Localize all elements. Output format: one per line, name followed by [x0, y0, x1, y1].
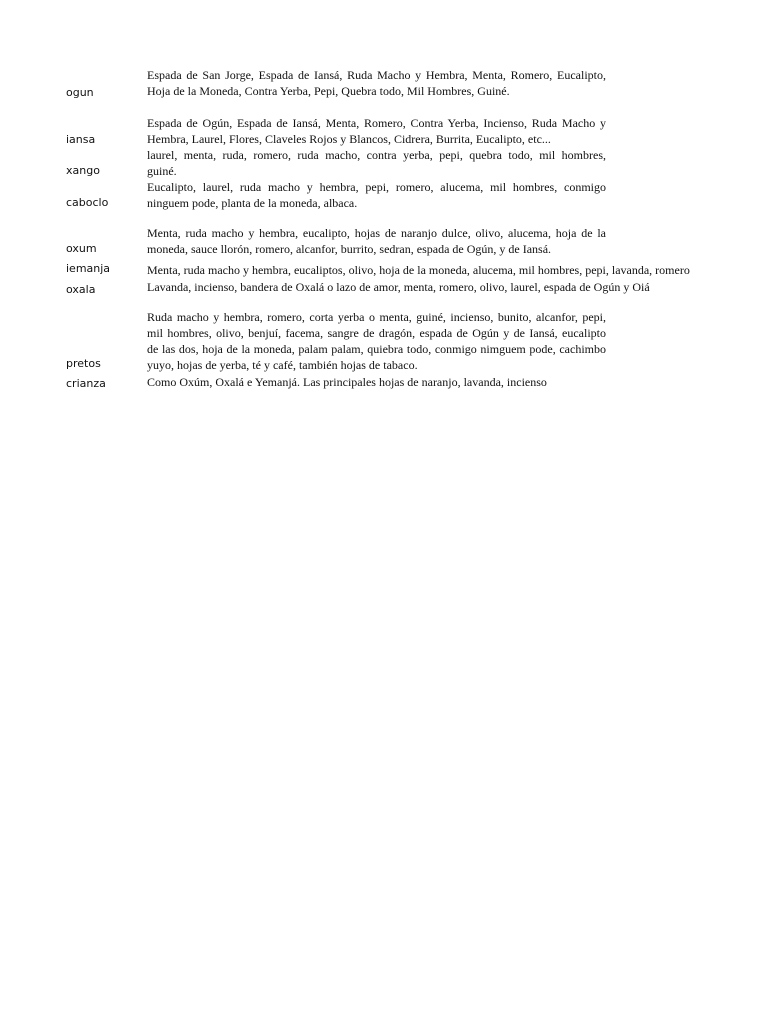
text-line: de las dos, hoja de la moneda, palam palam, quiebra todo, conmigo nimguem pode, cachimbo: [147, 342, 606, 356]
text-ogun: [147, 67, 606, 99]
text-line: guiné.: [147, 164, 177, 178]
label-iemanja: iemanja: [66, 262, 111, 275]
text-caboclo: [147, 179, 606, 211]
text-oxala: [147, 279, 747, 295]
text-line: Menta, ruda macho y hembra, eucalipto, hojas de naranjo dulce, olivo, alucema, hoja de la: [147, 226, 606, 240]
label-oxala: oxala: [66, 283, 96, 296]
label-xango: xango: [66, 164, 100, 177]
text-line: Eucalipto, laurel, ruda macho y hembra, pepi, romero, alucema, mil hombres, conmigo: [147, 180, 606, 194]
text-line: moneda, sauce llorón, romero, alcanfor, burrito, sedran, espada de Ogún, y de Iansá.: [147, 242, 552, 256]
text-line: Espada de Ogún, Espada de Iansá, Menta, Romero, Contra Yerba, Incienso, Ruda Macho y: [147, 116, 606, 130]
text-oxum: [147, 225, 606, 257]
label-crianza: crianza: [66, 377, 106, 390]
text-line: Lavanda, incienso, bandera de Oxalá o lazo de amor, menta, romero, olivo, laurel, espada de Ogún y Oiá: [147, 280, 650, 294]
text-line: ninguem pode, planta de la moneda, albaca.: [147, 196, 358, 210]
text-line: Como Oxúm, Oxalá e Yemanjá. Las principales hojas de naranjo, lavanda, incienso: [147, 375, 547, 389]
label-caboclo: caboclo: [66, 196, 109, 209]
text-line: Espada de San Jorge, Espada de Iansá, Ruda Macho y Hembra, Menta, Romero, Eucalipto,: [147, 68, 606, 82]
text-crianza: [147, 374, 606, 390]
text-line: Menta, ruda macho y hembra, eucaliptos, olivo, hoja de la moneda, alucema, mil hombres, pepi, lavanda, romero: [147, 263, 690, 277]
text-line: Hembra, Laurel, Flores, Claveles Rojos y Blancos, Cidrera, Burrita, Eucalipto, etc...: [147, 132, 551, 146]
text-line: mil hombres, olivo, benjuí, facema, sangre de dragón, espada de Ogún y de Iansá, eucalipto: [147, 326, 606, 340]
text-line: Hoja de la Moneda, Contra Yerba, Pepi, Quebra todo, Mil Hombres, Guiné.: [147, 84, 510, 98]
text-iansa: [147, 115, 606, 147]
label-ogun: ogun: [66, 86, 94, 99]
label-pretos: pretos: [66, 357, 101, 370]
label-oxum: oxum: [66, 242, 97, 255]
label-iansa: iansa: [66, 133, 96, 146]
text-line: yuyo, hojas de yerba, té y café, también hojas de tabaco.: [147, 358, 418, 372]
text-iemanja: [147, 262, 690, 278]
text-xango: [147, 147, 606, 179]
text-pretos: [147, 309, 606, 373]
text-line: Ruda macho y hembra, romero, corta yerba o menta, guiné, incienso, bunito, alcanfor, pepi,: [147, 310, 606, 324]
text-line: laurel, menta, ruda, romero, ruda macho, contra yerba, pepi, quebra todo, mil hombres,: [147, 148, 606, 162]
